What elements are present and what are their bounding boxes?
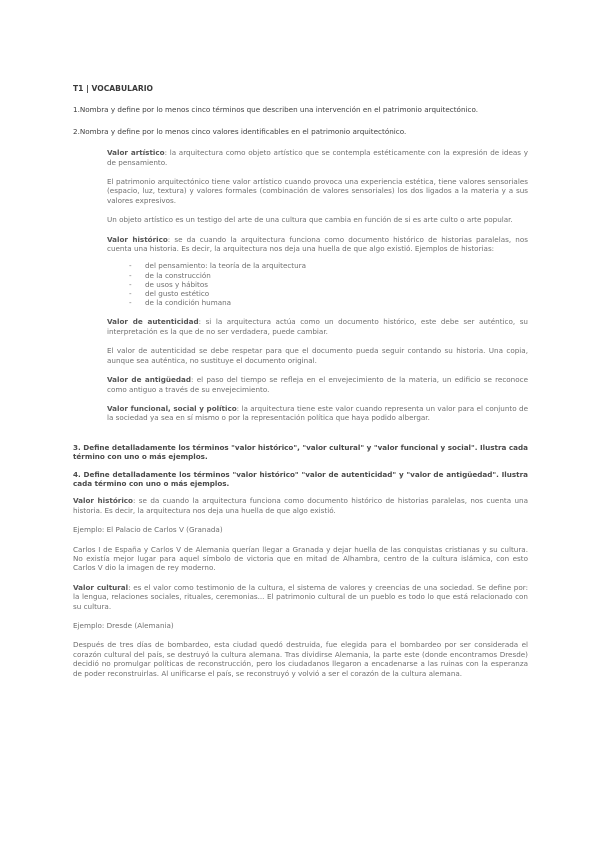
ejemplo-2-text: Después de tres días de bombardeo, esta ciudad quedó destruida, fue elegida para el bombardeo por ser considerada el corazón cultural del país, se destruyó la cultura alemana. Tras dividirse Alemania, la parte este (donde encontramos Dresde) decidió no promulgar políticas de reconstrucción, pero los ciudadanos llegaron a encadenarse a las ruinas con la esperanza de poder reconstruirlas. Al unificarse el país, se reconstruyó y volvió a ser el corazón de la cultura alemana.: [73, 640, 528, 678]
valor-autenticidad-definition: : si la arquitectura actúa como un documento histórico, este debe ser auténtico, su interpretación es la que de no ser verdadera, puede cambiar.: [107, 317, 528, 336]
valor-artistico-definition: : la arquitectura como objeto artístico que se contempla estéticamente con la expresión de ideas y de pensamiento.: [107, 148, 528, 167]
page-title: T1 | VOCABULARIO: [73, 84, 153, 93]
ejemplo-2-heading: Ejemplo: Dresde (Alemania): [73, 621, 174, 631]
list-item: - de la construcción: [129, 271, 528, 280]
valor-historico-2-paragraph: [73, 496, 528, 515]
valor-funcional-term: Valor funcional, social y político: [107, 403, 237, 413]
list-item: - de la condición humana: [129, 298, 528, 307]
valor-historico-2-term: Valor histórico: [73, 496, 133, 506]
valor-historico-paragraph: [107, 235, 528, 254]
valor-autenticidad-term: Valor de autenticidad: [107, 317, 199, 327]
valor-antiguedad-paragraph: [107, 375, 528, 394]
valor-historico-term: Valor histórico: [107, 234, 168, 244]
valor-artistico-paragraph: [107, 148, 528, 167]
question-1: 1.Nombra y define por lo menos cinco términos que describen una intervención en el patrimonio arquitectónico.: [73, 105, 479, 115]
list-item: - del gusto estético: [129, 289, 528, 298]
document-body: [73, 84, 528, 678]
ejemplo-1-text: Carlos I de España y Carlos V de Alemania querían llegar a Granada y dejar huella de las conquistas cristianas y su cultura. No existía mejor lugar para aquel símbolo de victoria que en mitad de Alhambra, centro de la cultura islámica, con esto Carlos V dio la imagen de rey moderno.: [73, 544, 528, 573]
ejemplo-1-heading: Ejemplo: El Palacio de Carlos V (Granada): [73, 525, 223, 535]
valor-autenticidad-paragraph: [107, 317, 528, 336]
valor-antiguedad-term: Valor de antigüedad: [107, 375, 192, 385]
valor-autenticidad-paragraph-2: El valor de autenticidad se debe respetar para que el documento pueda seguir contando su historia. Una copia, aunque sea auténtica, no sustituye el documento original.: [107, 346, 528, 365]
valor-funcional-definition: : la arquitectura tiene este valor cuando representa un valor para el conjunto de la sociedad ya sea en sí mismo o por la representación política que haya podido albergar.: [107, 403, 528, 423]
question-2: 2.Nombra y define por lo menos cinco valores identificables en el patrimonio arquitectónico.: [73, 126, 407, 136]
question-4: 4. Define detalladamente los términos "valor histórico" "valor de autenticidad" y "valor de antigüedad". Ilustra cada término con uno o más ejemplos.: [73, 469, 528, 488]
valor-artistico-paragraph-3: Un objeto artístico es un testigo del arte de una cultura que cambia en función de si es arte culto o arte popular.: [107, 215, 513, 225]
valor-cultural-paragraph: [73, 583, 528, 611]
list-item: - de usos y hábitos: [129, 280, 528, 289]
historias-list: [107, 261, 528, 307]
question-3: 3. Define detalladamente los términos "valor histórico", "valor cultural" y "valor funcional y social". Ilustra cada término con uno o más ejemplos.: [73, 442, 528, 462]
valor-artistico-paragraph-2: El patrimonio arquitectónico tiene valor artístico cuando provoca una experiencia estética, tiene valores sensoriales (espacio, luz, textura) y valores formales (combinación de valores sensoriales) los dos ligados a la materia y a sus valores expresivos.: [107, 177, 528, 205]
valor-funcional-paragraph: [107, 404, 528, 423]
valor-historico-2-definition: : se da cuando la arquitectura funciona como documento histórico de historias paralelas, nos cuenta una historia. Es decir, la arquitectura nos deja una huella de que algo existió.: [73, 496, 528, 515]
valor-cultural-term: Valor cultural: [73, 582, 129, 592]
list-item: - del pensamiento: la teoría de la arquitectura: [129, 261, 528, 270]
valor-cultural-definition: : es el valor como testimonio de la cultura, el sistema de valores y creencias de una sociedad. Se define por: la lengua, relaciones sociales, rituales, ceremonias... El patrimonio cultural de un pueblo es todo lo que está relacionado con su cultura.: [73, 582, 528, 611]
answer-2: [107, 148, 528, 423]
valor-historico-definition: : se da cuando la arquitectura funciona como documento histórico de historias paralelas, nos cuenta una historia. Es decir, la arquitectura nos deja una huella de que algo existió. Ejemplos de historias:: [107, 234, 528, 254]
valor-antiguedad-definition: : el paso del tiempo se refleja en el envejecimiento de la materia, un edificio se reconoce como antiguo a través de su envejecimiento.: [107, 375, 528, 394]
valor-artistico-term: Valor artístico: [107, 148, 165, 158]
